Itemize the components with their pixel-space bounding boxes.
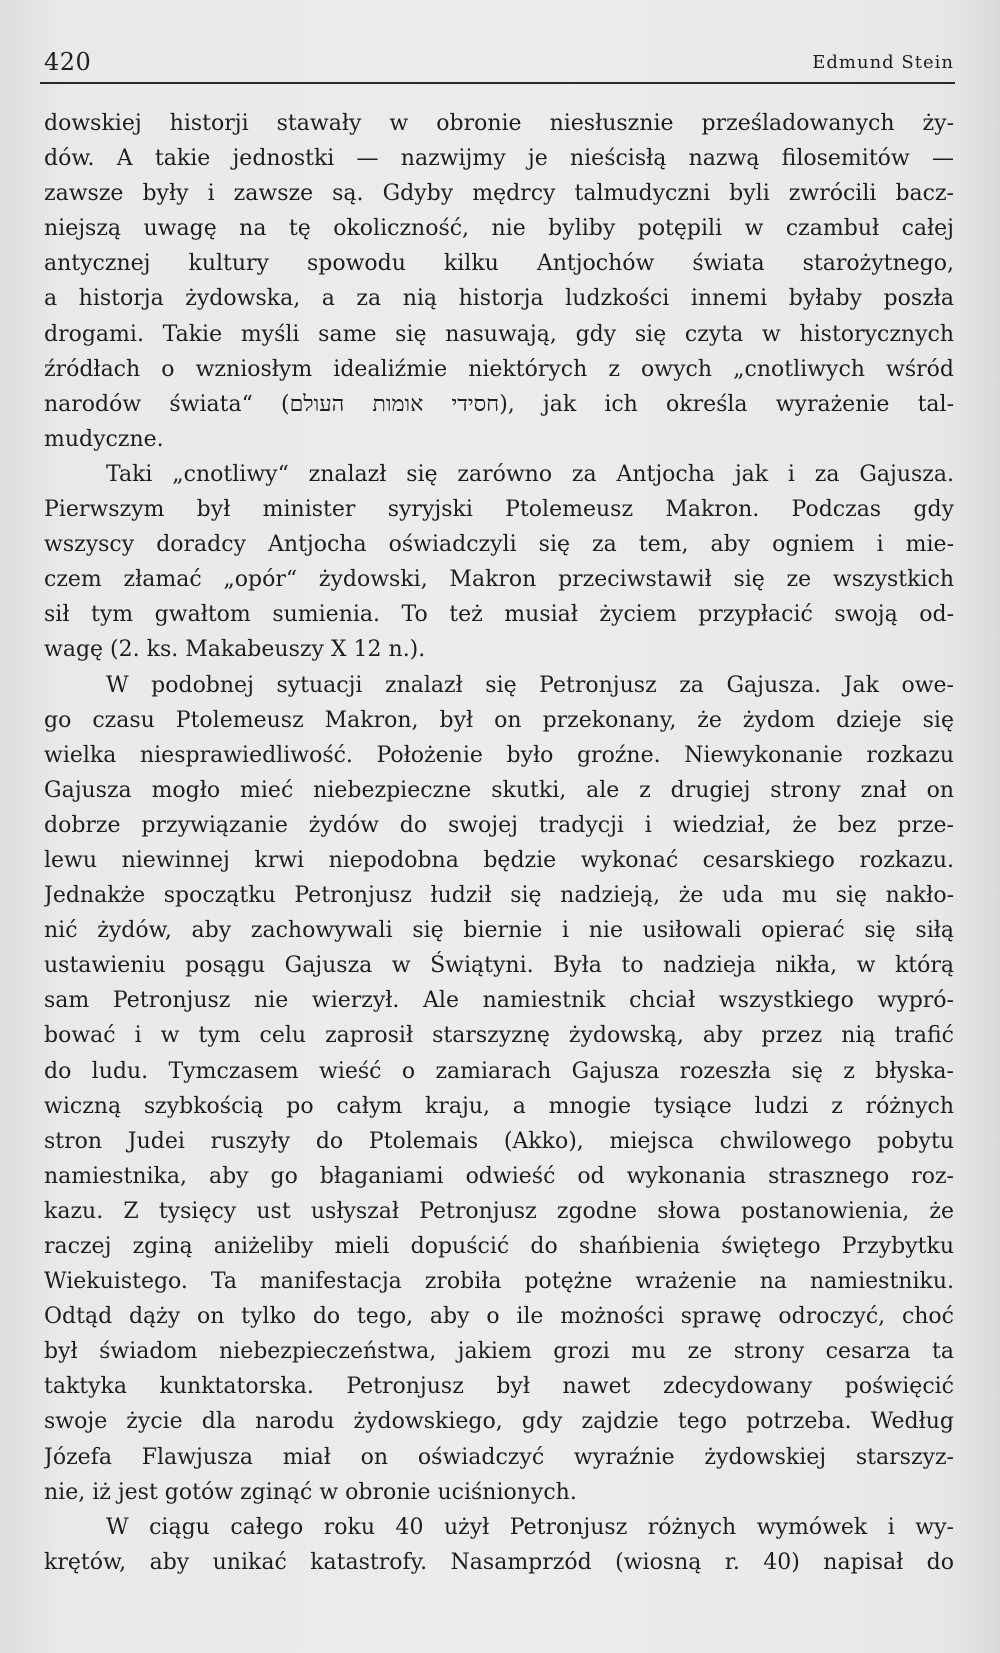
text-line: nie, iż jest gotów zginąć w obronie uciśnionych.: [44, 1479, 577, 1505]
text-line: raczej zginą aniżeliby mieli dopuścić do shańbienia świętego Przybytku: [44, 1234, 954, 1259]
text-line: drogami. Takie myśli same się nasuwają, gdy się czyta w historycznych: [44, 321, 954, 347]
text-line: kazu. Z tysięcy ust usłyszał Petronjusz zgodne słowa postanowienia, że: [44, 1198, 954, 1224]
header-rule: [40, 82, 955, 84]
text-line: wszyscy doradcy Antjocha oświadczyli się za tem, aby ogniem i mie-: [44, 532, 954, 558]
text-line: namiestnika, aby go błaganiami odwieść od wykonania strasznego roz-: [44, 1163, 954, 1189]
text-line: krętów, aby unikać katastrofy. Nasamprzód (wiosną r. 40) napisał do: [44, 1549, 954, 1575]
page-header: [44, 44, 954, 84]
text-line: stron Judei ruszyły do Ptolemais (Akko), miejsca chwilowego pobytu: [44, 1128, 954, 1154]
text-line: niejszą uwagę na tę okoliczność, nie byliby potępili w czambuł całej: [44, 216, 954, 242]
page-body-text: [44, 106, 954, 1580]
text-line: mudyczne.: [44, 426, 164, 452]
text-line: sam Petronjusz nie wierzył. Ale namiestnik chciał wszystkiego wypró-: [44, 988, 954, 1014]
running-head: Edmund Stein: [812, 52, 954, 73]
text-line: a historja żydowska, a za nią historja ludzkości innemi byłaby poszła: [44, 286, 954, 312]
text-line: wiczną szybkością po całym kraju, a mnogie tysiące ludzi z różnych: [44, 1093, 954, 1119]
text-line: W ciągu całego roku 40 użył Petronjusz różnych wymówek i wy-: [106, 1514, 954, 1540]
text-line: Jednakże spoczątku Petronjusz łudził się nadzieją, że uda mu się nakło-: [44, 883, 954, 909]
text-line: wielka niesprawiedliwość. Położenie było groźne. Niewykonanie rozkazu: [44, 742, 954, 768]
text-line: swoje życie dla narodu żydowskiego, gdy zajdzie tego potrzeba. Według: [44, 1409, 954, 1435]
text-line: zawsze były i zawsze są. Gdyby mędrcy talmudyczni byli zwrócili bacz-: [44, 181, 954, 207]
text-line: ustawieniu posągu Gajusza w Świątyni. Była to nadzieja nikła, w którą: [44, 953, 954, 979]
text-line: lewu niewinnej krwi niepodobna będzie wykonać cesarskiego rozkazu.: [44, 847, 954, 873]
text-line: dów. A takie jednostki — nazwijmy je nieścisłą nazwą filosemitów —: [44, 146, 954, 172]
text-line: sił tym gwałtom sumienia. To też musiał życiem przypłacić swoją od-: [44, 602, 954, 628]
text-line: nić żydów, aby zachowywali się biernie i nie usiłowali opierać się siłą: [44, 918, 954, 944]
page-number: 420: [44, 48, 92, 76]
text-line: bować i w tym celu zaprosił starszyznę żydowską, aby przez nią trafić: [44, 1023, 954, 1049]
text-line: Józefa Flawjusza miał on oświadczyć wyraźnie żydowskiej starszyz-: [44, 1444, 954, 1470]
text-line: antycznej kultury spowodu kilku Antjochów świata starożytnego,: [44, 251, 954, 277]
text-line: taktyka kunktatorska. Petronjusz był nawet zdecydowany poświęcić: [44, 1374, 954, 1400]
text-line: wagę (2. ks. Makabeuszy X 12 n.).: [44, 637, 426, 663]
text-line: Gajusza mogło mieć niebezpieczne skutki, ale z drugiej strony znał on: [44, 777, 954, 803]
text-line: źródłach o wzniosłym idealiźmie niektórych z owych „cnotliwych wśród: [44, 356, 954, 382]
text-line: W podobnej sytuacji znalazł się Petronjusz za Gajusza. Jak owe-: [106, 672, 954, 698]
text-line: Odtąd dąży on tylko do tego, aby o ile możności sprawę odroczyć, choć: [44, 1304, 954, 1330]
text-line: Taki „cnotliwy“ znalazł się zarówno za Antjocha jak i za Gajusza.: [106, 461, 954, 487]
text-line: był świadom niebezpieczeństwa, jakiem grozi mu ze strony cesarza ta: [44, 1339, 954, 1365]
text-line: narodów świata“ (חסידי אומות העולם), jak ich określa wyrażenie tal-: [44, 391, 954, 417]
text-line: do ludu. Tymczasem wieść o zamiarach Gajusza rozeszła się z błyska-: [44, 1058, 954, 1084]
text-line: dowskiej historji stawały w obronie niesłusznie prześladowanych ży-: [44, 111, 954, 136]
text-line: czem złamać „opór“ żydowski, Makron przeciwstawił się ze wszystkich: [44, 567, 954, 593]
text-line: go czasu Ptolemeusz Makron, był on przekonany, że żydom dzieje się: [44, 707, 954, 733]
text-line: Pierwszym był minister syryjski Ptolemeusz Makron. Podczas gdy: [44, 497, 954, 523]
text-line: dobrze przywiązanie żydów do swojej tradycji i wiedział, że bez prze-: [44, 812, 954, 838]
text-line: Wiekuistego. Ta manifestacja zrobiła potężne wrażenie na namiestniku.: [44, 1269, 954, 1295]
